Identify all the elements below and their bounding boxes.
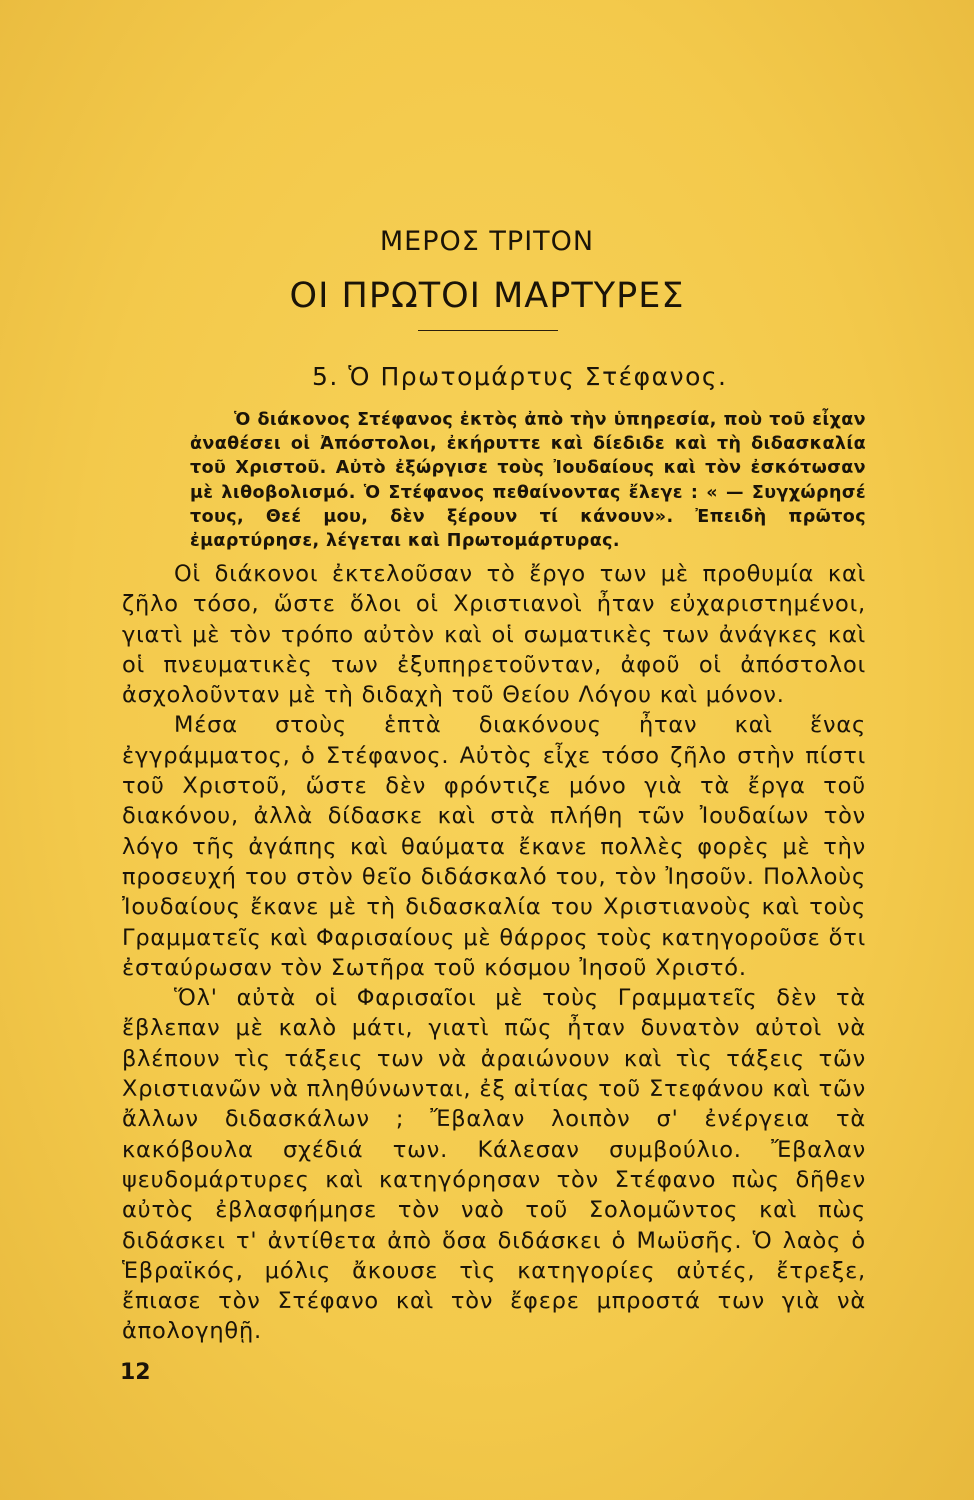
- chapter-summary: Ὁ διάκονος Στέφανος ἐκτὸς ἀπὸ τὴν ὑπηρεσία, ποὺ τοῦ εἶχαν ἀναθέσει οἱ Ἀπόστολοι, ἐκήρυττε καὶ δίεδιδε καὶ τὴ διδασκαλία τοῦ Χριστοῦ. Αὐτὸ ἐξώργισε τοὺς Ἰουδαίους καὶ τὸν ἐσκότωσαν μὲ λιθοβολισμό. Ὁ Στέφανος πεθαίνοντας ἔλεγε : « — Συγχώρησέ τους, Θεέ μου, δὲν ξέρουν τί κάνουν». Ἐπειδὴ πρῶτος ἐμαρτύρησε, λέγεται καὶ Πρωτομάρτυρας.: [190, 410, 866, 552]
- part-title: ΜΕΡΟΣ ΤΡΙΤΟΝ: [379, 226, 595, 257]
- title-divider: [418, 330, 558, 331]
- paragraph: Οἱ διάκονοι ἐκτελοῦσαν τὸ ἔργο των μὲ προθυμία καὶ ζῆλο τόσο, ὥστε ὅλοι οἱ Χριστιανοὶ ἦταν εὐχαριστημένοι, γιατὶ μὲ τὸν τρόπο αὐτὸν καὶ οἱ σωματικὲς των ἀνάγκες καὶ οἱ πνευματικὲς των ἐξυπηρετοῦνταν, ἀφοῦ οἱ ἀπόστολοι ἀσχολοῦνταν μὲ τὴ διδαχὴ τοῦ Θείου Λόγου καὶ μόνον.: [122, 561, 866, 709]
- page-number: 12: [120, 1360, 151, 1385]
- body-text: [122, 559, 866, 1347]
- paragraph: Ὅλ' αὐτὰ οἱ Φαρισαῖοι μὲ τοὺς Γραμματεῖς δὲν τὰ ἔβλεπαν μὲ καλὸ μάτι, γιατὶ πῶς ἦταν δυνατὸν αὐτοὶ νὰ βλέπουν τὶς τάξεις των νὰ ἀραιώνουν καὶ τὶς τάξεις τῶν Χριστιανῶν νὰ πληθύνωνται, ἐξ αἰτίας τοῦ Στεφάνου καὶ τῶν ἄλλων διδασκάλων ; Ἔβαλαν λοιπὸν σ' ἐνέργεια τὰ κακόβουλα σχέδιά των. Κάλεσαν συμβούλιο. Ἔβαλαν ψευδομάρτυρες καὶ κατηγόρησαν τὸν Στέφανο πὼς δῆθεν αὐτὸς ἐβλασφήμησε τὸν ναὸ τοῦ Σολομῶντος καὶ πὼς διδάσκει τ' ἀντίθετα ἀπὸ ὅσα διδάσκει ὁ Μωϋσῆς. Ὁ λαὸς ὁ Ἑβραϊκός, μόλις ἄκουσε τὶς κατηγορίες αὐτές, ἔτρεξε, ἔπιασε τὸν Στέφανο καὶ τὸν ἔφερε μπροστά των γιὰ νὰ ἀπολογηθῇ.: [122, 985, 866, 1345]
- paragraph: Μέσα στοὺς ἑπτὰ διακόνους ἦταν καὶ ἕνας ἐγγράμματος, ὁ Στέφανος. Αὐτὸς εἶχε τόσο ζῆλο στὴν πίστι τοῦ Χριστοῦ, ὥστε δὲν φρόντιζε μόνο γιὰ τὰ ἔργα τοῦ διακόνου, ἀλλὰ δίδασκε καὶ στὰ πλήθη τῶν Ἰουδαίων τὸν λόγο τῆς ἀγάπης καὶ θαύματα ἔκανε πολλὲς φορὲς μὲ τὴν προσευχή του στὸν θεῖο διδάσκαλό του, τὸν Ἰησοῦν. Πολλοὺς Ἰουδαίους ἔκανε μὲ τὴ διδασκαλία του Χριστιανοὺς καὶ τοὺς Γραμματεῖς καὶ Φαρισαίους μὲ θάρρος τοὺς κατηγοροῦσε ὅτι ἐσταύρωσαν τὸν Σωτῆρα τοῦ κόσμου Ἰησοῦ Χριστό.: [122, 712, 866, 981]
- main-title: ΟΙ ΠΡΩΤΟΙ ΜΑΡΤΥΡΕΣ: [289, 276, 685, 316]
- chapter-heading: 5. Ὁ Πρωτομάρτυς Στέφανος.: [312, 362, 728, 391]
